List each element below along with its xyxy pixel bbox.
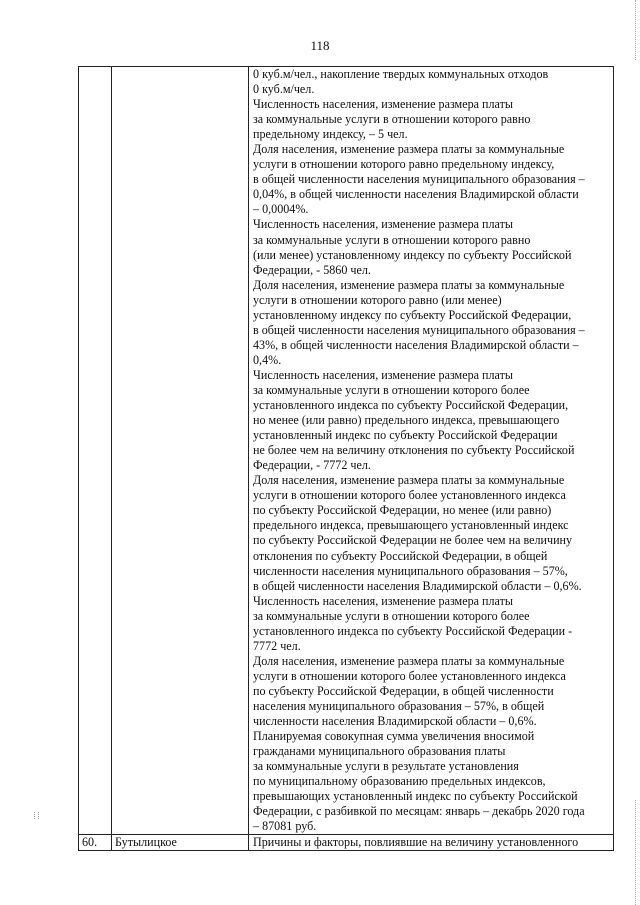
description-line: в общей численности населения муниципального образования – bbox=[253, 172, 585, 187]
page-number: 118 bbox=[310, 38, 330, 53]
description-line: (или менее) установленному индексу по субъекту Российской bbox=[253, 247, 572, 262]
description-line: в общей численности населения Владимирской области – 0,6%. bbox=[253, 578, 582, 593]
description-line: в общей численности населения муниципального образования – bbox=[253, 322, 585, 337]
description-line: превышающих установленный индекс по субъекту Российской bbox=[253, 789, 578, 804]
description-line: за коммунальные услуги в результате установления bbox=[253, 759, 519, 774]
description-line: 7772 чел. bbox=[253, 638, 301, 653]
description-line: 43%, в общей численности населения Владимирской области – bbox=[253, 337, 579, 352]
description-line: Численность населения, изменение размера платы bbox=[253, 97, 513, 112]
description-line: 0 куб.м/чел. bbox=[253, 82, 315, 97]
description-line: услуги в отношении которого равно (или менее) bbox=[253, 292, 502, 307]
description-line: Доля населения, изменение размера платы за коммунальные bbox=[253, 653, 565, 668]
description-text bbox=[253, 67, 610, 834]
scan-edge-mark bbox=[635, 0, 636, 60]
description-line: за коммунальные услуги в отношении которого равно bbox=[253, 112, 531, 127]
table-row-continuation bbox=[79, 67, 614, 835]
description-line: установленный индекс по субъекту Российской Федерации bbox=[253, 428, 558, 443]
description-line: по муниципальному образованию предельных индексов, bbox=[253, 774, 546, 789]
description-line: 0,4%. bbox=[253, 352, 282, 367]
description-line: по субъекту Российской Федерации, в общей численности bbox=[253, 683, 554, 698]
description-line: услуги в отношении которого более установленного индекса bbox=[253, 488, 566, 503]
description-line: за коммунальные услуги в отношении которого более bbox=[253, 608, 530, 623]
table-row-60 bbox=[79, 835, 614, 851]
description-line: за коммунальные услуги в отношении которого более bbox=[253, 382, 530, 397]
municipality-cell bbox=[112, 67, 249, 835]
indices-table bbox=[78, 66, 614, 851]
description-line: отклонения по субъекту Российской Федерации, в общей bbox=[253, 548, 548, 563]
scan-edge-mark bbox=[635, 800, 636, 905]
description-line: по субъекту Российской Федерации не более чем на величину bbox=[253, 533, 573, 548]
description-line: Федерации, с разбивкой по месяцам: январь – декабрь 2020 года bbox=[253, 804, 585, 819]
description-cell bbox=[249, 67, 614, 835]
description-line: услуги в отношении которого равно предельному индексу, bbox=[253, 157, 555, 172]
description-line: Планируемая совокупная сумма увеличения вносимой bbox=[253, 729, 535, 744]
description-line: услуги в отношении которого более установленного индекса bbox=[253, 668, 566, 683]
description-line: за коммунальные услуги в отношении которого равно bbox=[253, 232, 531, 247]
description-line: Доля населения, изменение размера платы за коммунальные bbox=[253, 277, 565, 292]
description-line: населения муниципального образования – 57%, в общей bbox=[253, 698, 545, 713]
description-line: гражданами муниципального образования платы bbox=[253, 744, 506, 759]
description-line: установленного индекса по субъекту Российской Федерации - bbox=[253, 623, 573, 638]
description-line: численности населения муниципального образования – 57%, bbox=[253, 563, 568, 578]
description-line: предельному индексу, – 5 чел. bbox=[253, 127, 408, 142]
description-line: Численность населения, изменение размера платы bbox=[253, 217, 513, 232]
description-line: 0,04%, в общей численности населения Владимирской области bbox=[253, 187, 579, 202]
scan-margin-mark bbox=[34, 812, 39, 819]
row-number-cell: 60. bbox=[79, 835, 112, 851]
description-line: Численность населения, изменение размера платы bbox=[253, 593, 513, 608]
description-line: Доля населения, изменение размера платы за коммунальные bbox=[253, 142, 565, 157]
description-line: по субъекту Российской Федерации, но менее (или равно) bbox=[253, 503, 552, 518]
description-line: – 0,0004%. bbox=[253, 202, 309, 217]
description-line: но менее (или равно) предельного индекса, превышающего bbox=[253, 413, 560, 428]
description-line: Федерации, - 5860 чел. bbox=[253, 262, 371, 277]
description-line: 0 куб.м/чел., накопление твердых коммунальных отходов bbox=[253, 67, 549, 81]
description-line: Доля населения, изменение размера платы за коммунальные bbox=[253, 473, 565, 488]
row-number-cell bbox=[79, 67, 112, 835]
description-line: – 87081 руб. bbox=[253, 819, 317, 834]
description-line: Федерации, - 7772 чел. bbox=[253, 458, 371, 473]
description-line: предельного индекса, превышающего установленный индекс bbox=[253, 518, 569, 533]
description-line: не более чем на величину отклонения по субъекту Российской bbox=[253, 443, 575, 458]
description-line: Причины и факторы, повлиявшие на величину установленного bbox=[253, 835, 579, 850]
description-line: установленному индексу по субъекту Российской Федерации, bbox=[253, 307, 572, 322]
municipality-cell: Бутылицкое bbox=[112, 835, 249, 851]
description-line: установленного индекса по субъекту Российской Федерации, bbox=[253, 398, 569, 413]
description-line: Численность населения, изменение размера платы bbox=[253, 367, 513, 382]
description-line: численности населения Владимирской области – 0,6%. bbox=[253, 714, 537, 729]
description-cell bbox=[249, 835, 614, 851]
